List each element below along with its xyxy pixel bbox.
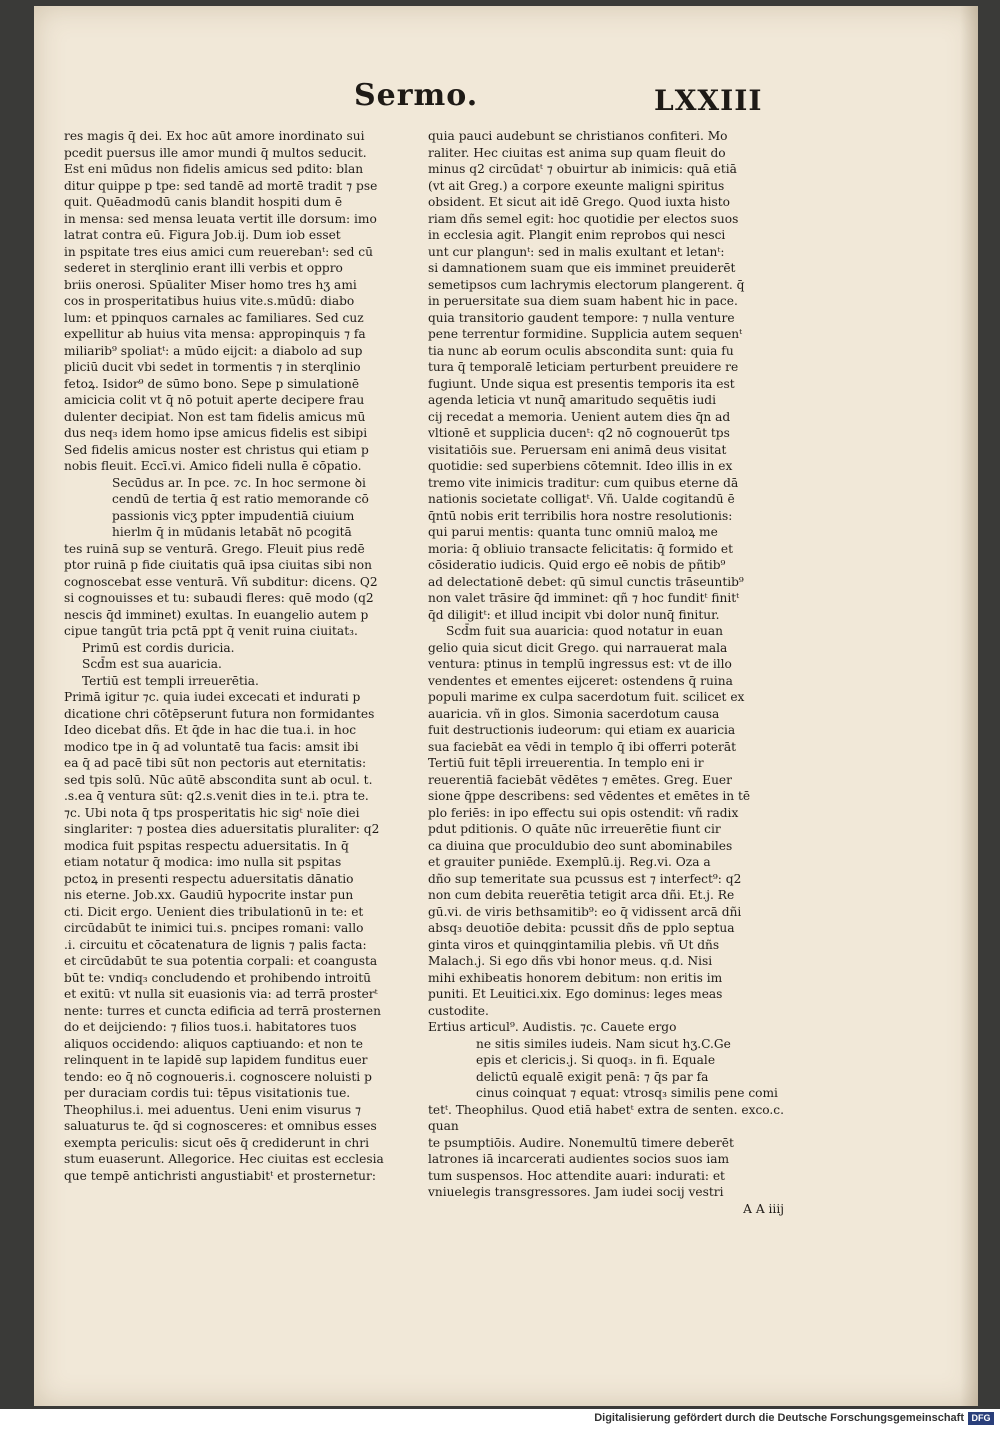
text-line: gū.vi. de viris bethsamitib⁹: eo q̄ vidissent arcā dñi xyxy=(428,904,742,919)
text-line: in peruersitate sua diem suam habent hic in pace. xyxy=(428,294,738,308)
text-line: et circūdabūt te sua potentia corpali: et coangusta xyxy=(64,954,378,968)
text-line: non valet trāsire q̄d imminet: qñ ⁊ hoc funditᵗ finitᵗ xyxy=(428,591,740,605)
text-line: tetᵗ. Theophilus. Quod etiā habetᵗ extra de senten. exco.c. quan xyxy=(428,1102,784,1133)
text-line: si cognouisses et tu: subaudi fleres: quē modo (q2 xyxy=(64,591,374,605)
text-line: latrones iā incarcerati audientes socios suos iam xyxy=(428,1152,730,1166)
text-line: Ertius articul⁹. Audistis. ⁊c. Cauete ergo xyxy=(428,1020,677,1034)
text-line: (vt ait Greg.) a corpore exeunte maligni spiritus xyxy=(428,178,725,193)
text-line: quia transitorio gaudent tempore: ⁊ nulla venture xyxy=(428,310,735,325)
text-line: Sed fidelis amicus noster est christus qui etiam p xyxy=(64,442,369,457)
text-line: auaricia. vñ in glos. Simonia sacerdotum causa xyxy=(428,706,720,721)
text-line: Primū est cordis duricia. xyxy=(82,640,235,655)
text-line: Ideo dicebat dñs. Et q̄de in hac die tua.i. in hoc xyxy=(64,723,357,737)
text-line: fetoꝝ. Isidor⁹ de sūmo bono. Sepe p simulationē xyxy=(64,376,360,391)
text-line: plo feriēs: in ipo effectu sui opis ostendit: vñ radix xyxy=(428,805,739,820)
text-line: agenda leticia vt nunq̄ amaritudo sequētis iudi xyxy=(428,393,716,407)
page-edge-shadow xyxy=(960,6,978,1406)
text-line: pliciū ducit vbi sedet in tormentis ⁊ in sterqlinio xyxy=(64,360,361,374)
text-line: tura q̄ temporalē leticiam perturbent preuidere re xyxy=(428,360,739,374)
text-line: moria: q̄ obliuio transacte felicitatis: q̄ formido et xyxy=(428,541,733,556)
text-line: expellitur ab huius vita mensa: appropinquis ⁊ fa xyxy=(64,327,366,341)
text-line: pctoꝝ in presenti respectu aduersitatis dānatio xyxy=(64,871,354,886)
book-page xyxy=(34,6,978,1406)
text-line: cipue tangūt tria pctā ppt q̄ venit ruina ciuitat₃. xyxy=(64,624,358,638)
text-line: sione q̄ppe describens: sed vēdentes et emētes in tē xyxy=(428,789,751,803)
text-line: quit. Quēadmodū canis blandit hospiti dum ē xyxy=(64,195,343,209)
text-line: aliquos occidendo: aliquos captiuando: et non te xyxy=(64,1036,364,1051)
right-column xyxy=(428,128,808,1217)
text-line: gelio quia sicut dicit Grego. qui narrauerat mala xyxy=(428,640,728,655)
text-line: pcedit puersus ille amor mundi q̄ multos seducit. xyxy=(64,145,367,160)
text-line: cinus coinquat ⁊ equat: vtrosq₃ similis pene comi xyxy=(476,1086,778,1100)
text-line: q̄d diligitᵗ: et illud incipit vbi dolor nunq̄ finitur. xyxy=(428,607,720,622)
text-line: Theophilus.i. mei aduentus. Ueni enim visurus ⁊ xyxy=(64,1102,362,1117)
text-line: semetipsos cum lachrymis electorum plangerent. q̄ xyxy=(428,277,745,292)
text-line: et exitū: vt nulla sit euasionis via: ad terrā prosterᵗ xyxy=(64,987,378,1001)
text-line: circūdabūt te inimici tui.s. pncipes romani: vallo xyxy=(64,921,364,935)
text-line: ⁊c. Ubi nota q̄ tps prosperitatis hic sigᵗ noīe diei xyxy=(64,805,360,820)
digitization-credit: Digitalisierung gefördert durch die Deutsche Forschungsgemeinschaft xyxy=(594,1412,964,1424)
text-line: cōsideratio iudicis. Quid ergo eē nobis de pñtib⁹ xyxy=(428,558,726,572)
text-line: .s.ea q̄ ventura sūt: q2.s.venit dies in te.i. ptra te. xyxy=(64,789,369,803)
text-line: vniuelegis transgressores. Jam iudei socij vestri xyxy=(428,1185,724,1199)
text-line: ventura: ptinus in templū ingressus est: vt de illo xyxy=(428,657,732,671)
text-line: pdut pditionis. O quāte nūc irreuerētie fiunt cir xyxy=(428,822,721,836)
footer-bar xyxy=(0,1409,1000,1429)
text-line: ea q̄ ad pacē tibi sūt non pectoris aut eternitatis: xyxy=(64,756,367,770)
text-line: puniti. Et Leuitici.xix. Ego dominus: leges meas xyxy=(428,987,723,1001)
text-line: ne sitis similes iudeis. Nam sicut hʒ.C.Ge xyxy=(476,1036,731,1051)
text-line: custodite. xyxy=(428,1003,489,1018)
text-line: tremo vite inimicis traditur: cum quibus eterne dā xyxy=(428,475,739,490)
text-line: sed tpis solū. Nūc aūtē abscondita sunt ab ocul. t. xyxy=(64,772,373,787)
text-line: sederet in sterqlinio erant illi verbis et oppro xyxy=(64,261,343,275)
text-line: vltionē et supplicia ducenᵗ: q2 nō cognouerūt tps xyxy=(428,426,730,440)
text-line: modica fuit pspitas respectu aduersitatis. In q̄ xyxy=(64,838,349,853)
text-line: ad delectationē debet: qū simul cunctis trāseuntib⁹ xyxy=(428,574,744,589)
text-line: ptor ruinā p fide ciuitatis quā ipsa ciuitas sibi non xyxy=(64,558,372,572)
text-line: non cum debita reuerētia tetigit arca dñi. Et.j. Re xyxy=(428,888,735,902)
text-line: riam dñs semel egit: hoc quotidie per electos suos xyxy=(428,211,739,226)
text-line: tes ruinā sup se venturā. Grego. Fleuit pius redē xyxy=(64,541,365,556)
text-line: latrat contra eū. Figura Job.ij. Dum iob esset xyxy=(64,228,341,242)
text-line: sua faciebāt ea vēdi in templo q̄ ibi offerri poterāt xyxy=(428,739,737,754)
text-line: Scd̄m fuit sua auaricia: quod notatur in euan xyxy=(446,624,724,638)
text-line: in mensa: sed mensa leuata vertit ille dorsum: imo xyxy=(64,211,377,226)
folio-number: LXXIII xyxy=(654,84,763,117)
text-line: visitatiōis sue. Peruersam eni animā deus visitat xyxy=(428,442,727,457)
text-line: mihi exhibeatis honorem debitum: non eritis im xyxy=(428,970,723,985)
text-line: fugiunt. Unde siqua est presentis temporis ita est xyxy=(428,376,735,391)
text-line: que tempē antichristi angustiabitᵗ et prosternetur: xyxy=(64,1168,376,1183)
text-line: Tertiū est templi irreuerētia. xyxy=(82,673,259,688)
text-line: unt cur plangunᵗ: sed in malis exultant et letanᵗ: xyxy=(428,244,725,259)
text-line: nente: turres et cuncta edificia ad terrā prosternen xyxy=(64,1003,381,1018)
text-line: relinquent in te lapidē sup lapidem funditus euer xyxy=(64,1053,368,1067)
text-line: populi marime ex culpa sacerdotum fuit. scilicet ex xyxy=(428,690,745,704)
text-line: passionis vicʒ ppter impudentiā ciuium xyxy=(112,508,355,523)
text-line: si damnationem suam que eis imminet preuiderēt xyxy=(428,261,736,275)
text-line: saluaturus te. q̄d si cognosceres: et omnibus esses xyxy=(64,1119,377,1133)
text-line: lum: et ppinquos carnales ac familiares. Sed cuz xyxy=(64,310,364,325)
text-line: fuit destructionis iudeorum: qui etiam ex auaricia xyxy=(428,723,736,737)
text-line: Primā igitur ⁊c. quia iudei excecati et indurati p xyxy=(64,690,361,704)
dfg-logo: DFG xyxy=(968,1412,994,1425)
text-line: quotidie: sed superbiens cōtemnit. Ideo illis in ex xyxy=(428,459,733,473)
text-line: te psumptiōis. Audire. Nonemultū timere deberēt xyxy=(428,1135,734,1150)
text-line: Est eni mūdus non fidelis amicus sed pdito: blan xyxy=(64,162,364,176)
text-line: A A iiij xyxy=(743,1201,784,1216)
text-line: Secūdus ar. In pce. ⁊c. In hoc sermone ꝺi xyxy=(112,475,366,490)
text-line: nis eterne. Job.xx. Gaudiū hypocrite instar pun xyxy=(64,888,354,902)
text-line: ginta viros et quinqgintamilia plebis. vñ Ut dñs xyxy=(428,937,720,952)
text-line: etiam notatur q̄ modica: imo nulla sit pspitas xyxy=(64,855,342,869)
text-line: Tertiū fuit tēpli irreuerentia. In templo eni ir xyxy=(428,756,704,770)
text-line: tum suspensos. Hoc attendite auari: indurati: et xyxy=(428,1168,725,1183)
text-line: quia pauci audebunt se christianos confiteri. Mo xyxy=(428,129,728,143)
text-line: dño sup temeritate sua pcussus est ⁊ interfect⁹: q2 xyxy=(428,871,742,886)
text-line: absq₃ deuotiōe debita: pcussit dñs de pplo septua xyxy=(428,921,735,935)
text-line: cendū de tertia q̄ est ratio memorande cō xyxy=(112,492,369,506)
text-line: res magis q̄ dei. Ex hoc aūt amore inordinato sui xyxy=(64,129,365,143)
text-line: hierlm q̄ in mūdanis letabāt nō pcogitā xyxy=(112,525,352,539)
text-line: būt te: vndiq₃ concludendo et prohibendo introitū xyxy=(64,970,371,985)
text-line: qui parui mentis: quanta tunc omniū maloꝝ me xyxy=(428,525,718,539)
text-line: delictū equalē exigit penā: ⁊ q̄s par fa xyxy=(476,1069,709,1084)
text-line: cij recedat a memoria. Uenient autem dies q̄n ad xyxy=(428,409,731,424)
text-line: modico tpe in q̄ ad voluntatē tua facis: amsit ibi xyxy=(64,739,359,754)
text-line: in pspitate tres eius amici cum reuerebanᵗ: sed cū xyxy=(64,244,373,259)
text-line: ditur quippe p tpe: sed tandē ad mortē tradit ⁊ pse xyxy=(64,178,378,193)
text-line: vendentes et ementes eijceret: ostendens q̄ ruina xyxy=(428,673,733,688)
text-line: cos in prosperitatibus huius vite.s.mūdū: diabo xyxy=(64,294,355,308)
text-line: dicatione chri cōtēpserunt futura non formidantes xyxy=(64,706,375,721)
text-line: tia nunc ab eorum oculis abscondita sunt: quia fu xyxy=(428,343,734,358)
text-line: reuerentiā faciebāt vēdētes ⁊ emētes. Greg. Euer xyxy=(428,772,732,787)
text-line: nobis fleuit. Eccī.vi. Amico fideli nulla ē cōpatio. xyxy=(64,459,362,473)
text-line: dulenter decipiat. Non est tam fidelis amicus mū xyxy=(64,409,366,424)
text-line: per duraciam cordis tui: tēpus visitationis tue. xyxy=(64,1086,351,1100)
text-line: cti. Dicit ergo. Uenient dies tribulationū in te: et xyxy=(64,904,364,919)
text-line: obsident. Et sicut ait idē Grego. Quod iuxta histo xyxy=(428,195,730,209)
text-line: .i. circuitu et cōcatenatura de lignis ⁊ palis facta: xyxy=(64,937,367,952)
text-line: ca diuina que proculdubio deo sunt abominabiles xyxy=(428,838,733,853)
text-line: nationis societate colligatᵗ. Vñ. Ualde cogitandū ē xyxy=(428,492,735,506)
text-line: raliter. Hec ciuitas est anima sup quam fleuit do xyxy=(428,145,726,160)
text-line: dus neq₃ idem homo ipse amicus fidelis est sibipi xyxy=(64,426,368,440)
text-line: miliarib⁹ spoliatᵗ: a mūdo eijcit: a diabolo ad sup xyxy=(64,343,363,358)
text-line: minus q2 circūdatᵗ ⁊ obuirtur ab inimicis: quā etiā xyxy=(428,162,737,176)
text-line: stum euaserunt. Allegorice. Hec ciuitas est ecclesia xyxy=(64,1152,384,1166)
text-line: tendo: eo q̄ nō cognoueris.i. cognoscere noluisti p xyxy=(64,1069,372,1084)
text-line: exempta periculis: sicut oēs q̄ crediderunt in chri xyxy=(64,1135,369,1150)
text-line: Malach.j. Si ego dñs vbi honor meus. q.d. Nisi xyxy=(428,954,713,968)
text-line: pene terrentur formidine. Supplicia autem sequenᵗ xyxy=(428,327,743,341)
text-line: et grauiter puniēde. Exemplū.ij. Reg.vi. Oza a xyxy=(428,855,711,869)
text-line: nescis q̄d imminet) exultas. In euangelio autem p xyxy=(64,607,369,622)
text-line: q̄ntū nobis erit terribilis hora nostre resolutionis: xyxy=(428,508,733,523)
text-line: cognoscebat esse venturā. Vñ subditur: dicens. Q2 xyxy=(64,574,378,589)
text-line: briis onerosi. Spūaliter Miser homo tres hʒ ami xyxy=(64,277,357,292)
text-line: in ecclesia agit. Plangit enim reprobos qui nesci xyxy=(428,228,726,242)
text-line: epis et clericis.j. Si quoq₃. in fi. Equale xyxy=(476,1053,716,1067)
text-line: do et deijciendo: ⁊ filios tuos.i. habitatores tuos xyxy=(64,1020,357,1034)
text-line: amicicia colit vt q̄ nō potuit aperte decipere frau xyxy=(64,393,365,407)
running-head: Sermo. xyxy=(354,78,479,113)
text-line: singlariter: ⁊ postea dies aduersitatis pluraliter: q2 xyxy=(64,822,380,836)
text-line: Scd̄m est sua auaricia. xyxy=(82,657,222,671)
left-column xyxy=(64,128,426,1184)
